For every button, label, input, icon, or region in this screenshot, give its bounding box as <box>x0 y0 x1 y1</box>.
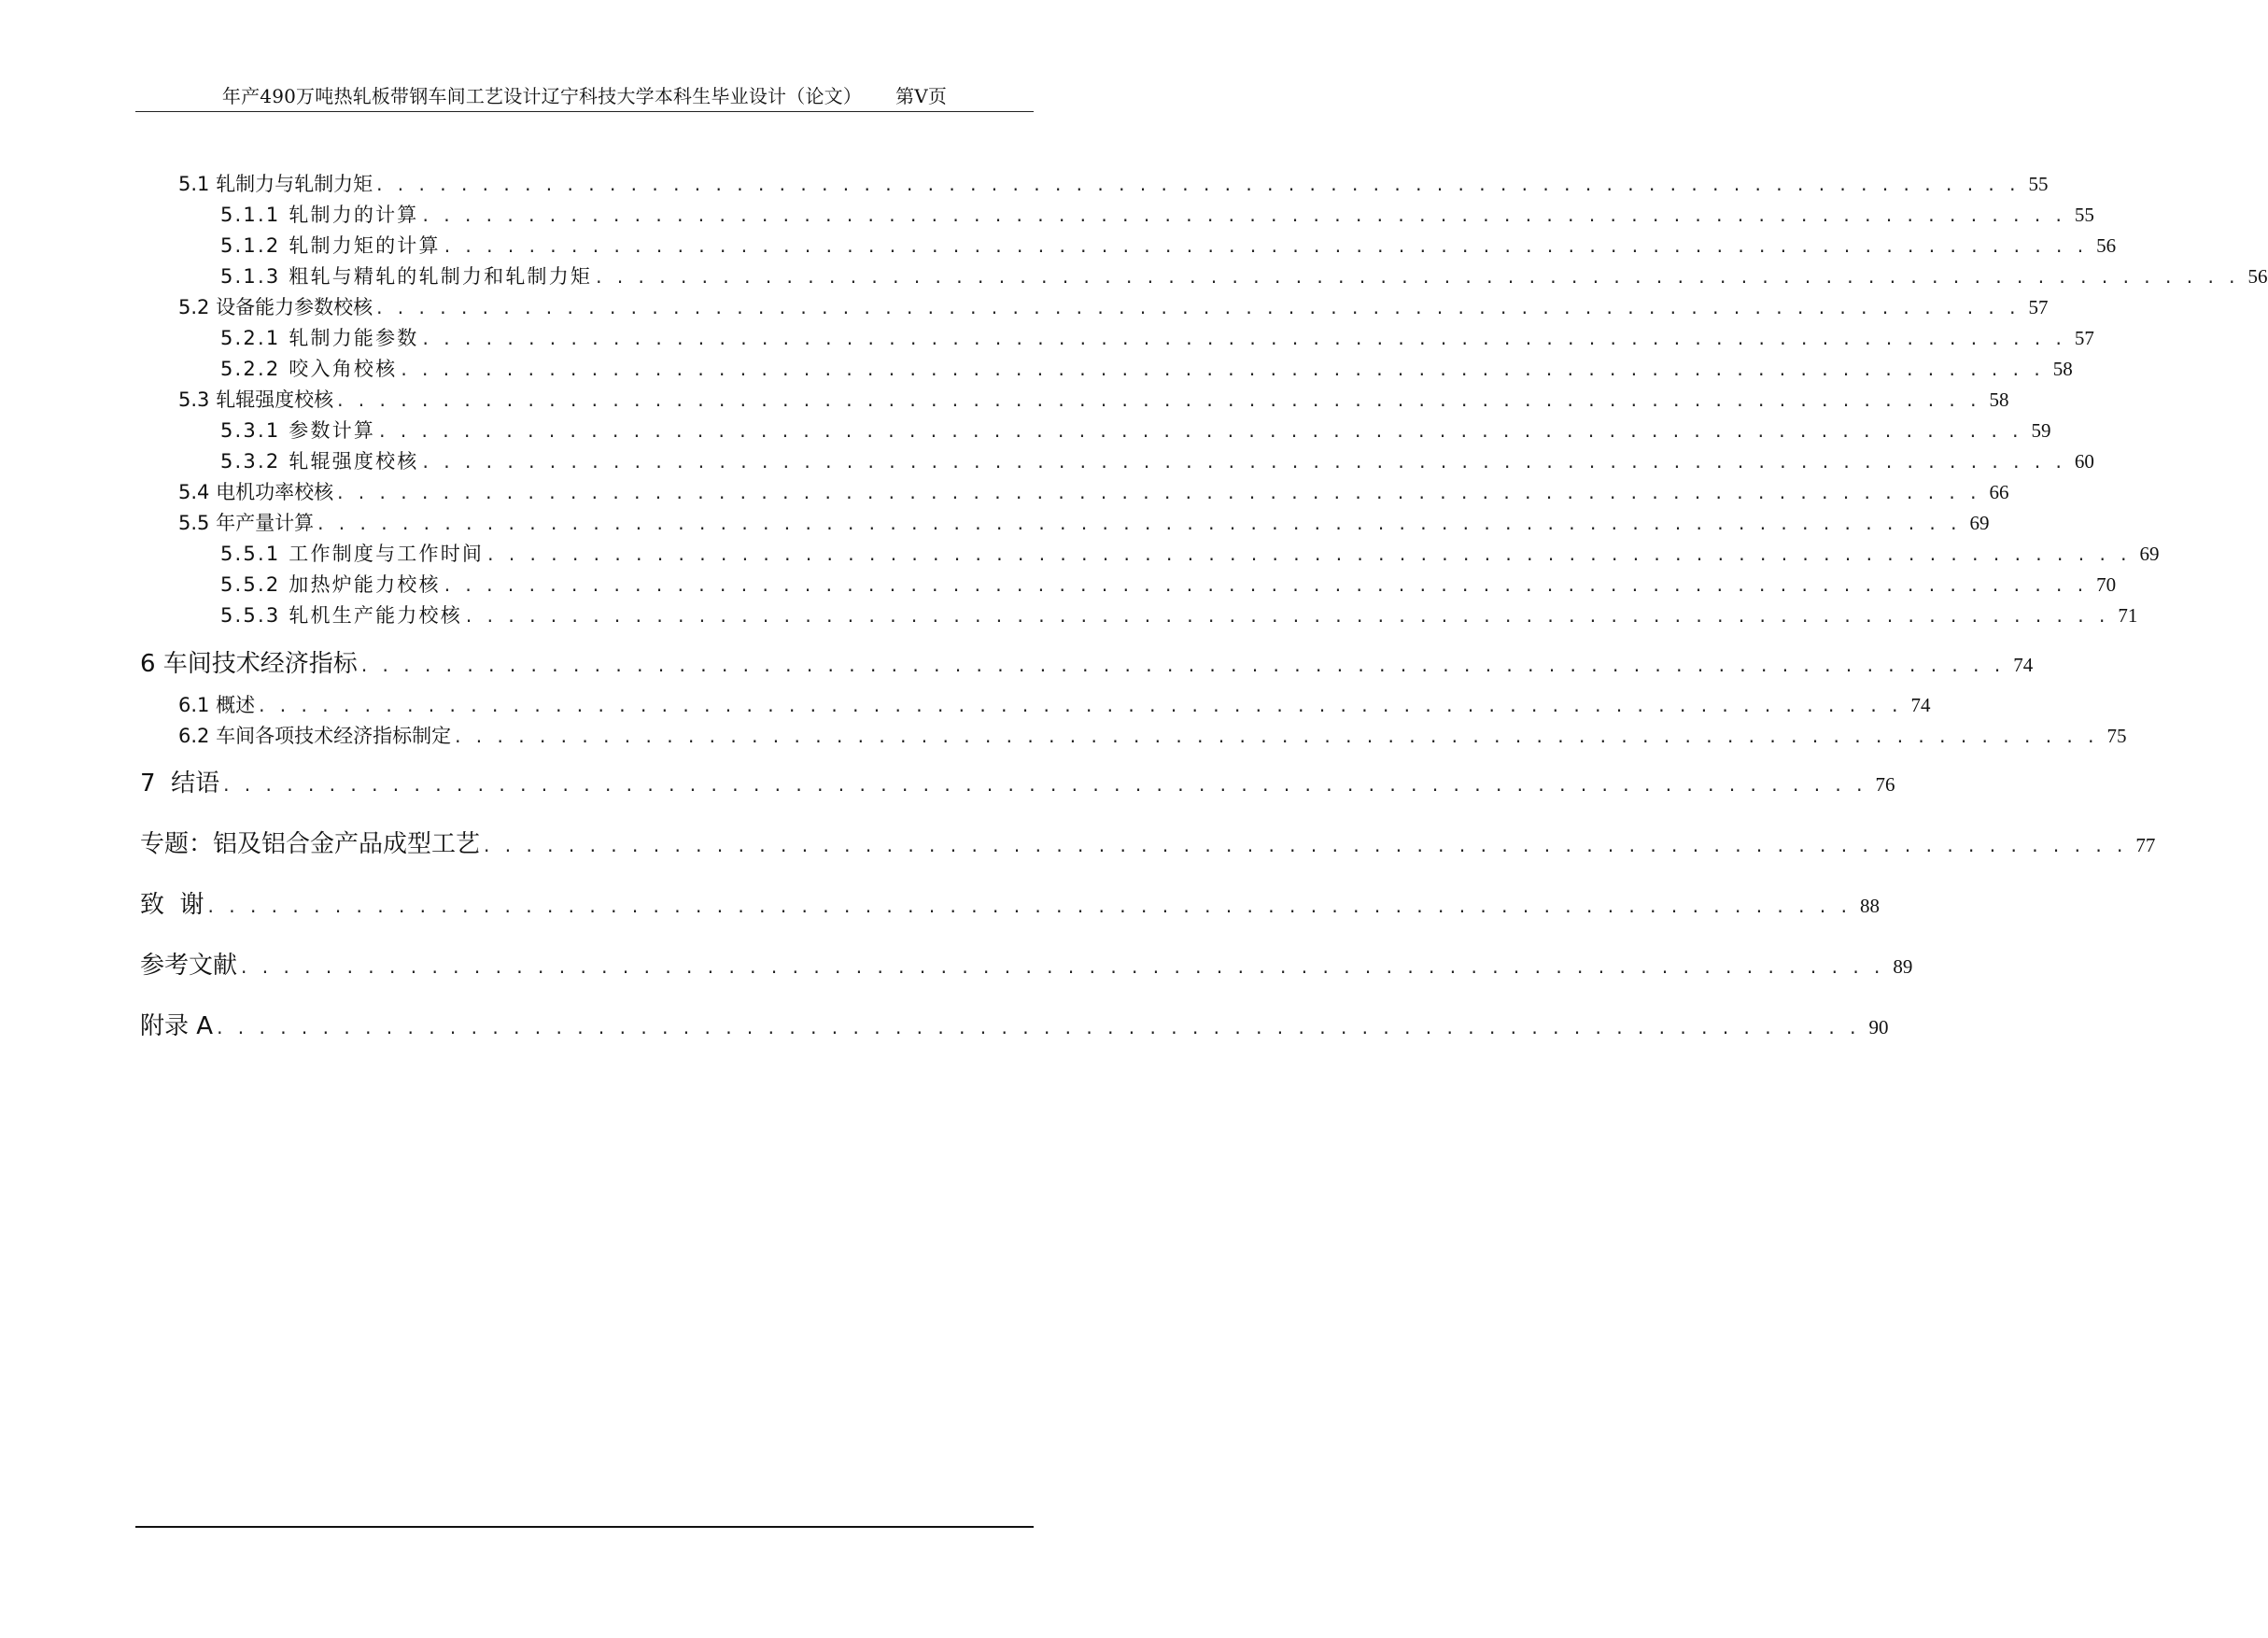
toc-leader-dots: . . . . . . . . . . . . . . . . . . . . . . . . . . . . . . . . . . . . . . . . . . . . . . . . . . . . . . . . . . . . . . . . . . . . . . . . . . . . . . <box>259 694 1903 716</box>
toc-entry[interactable] <box>220 261 2268 289</box>
toc-leader-dots: . . . . . . . . . . . . . . . . . . . . . . . . . . . . . . . . . . . . . . . . . . . . . . . . . . . . . . . . . . . . . . . . . . . . . . . . . . . . . . <box>422 204 2066 226</box>
toc-entry-label: 5.5.1 工作制度与工作时间 <box>220 543 485 565</box>
toc-entry-page: 75 <box>2106 725 2127 747</box>
toc-leader-dots: . . . . . . . . . . . . . . . . . . . . . . . . . . . . . . . . . . . . . . . . . . . . . . . . . . . . . . . . . . . . . . . . . . . . . . . . . . . . . . <box>401 358 2045 380</box>
toc-entry[interactable] <box>140 885 1880 920</box>
toc-entry-label: 5.4 电机功率校核 <box>178 481 334 503</box>
toc-entry[interactable] <box>220 570 2117 598</box>
toc-entry-page: 69 <box>1969 512 1990 534</box>
toc-entry-label: 5.5.3 轧机生产能力校核 <box>220 604 462 627</box>
toc-entry-page: 55 <box>2074 204 2094 226</box>
toc-entry[interactable] <box>178 385 2009 413</box>
toc-entry-label: 附录 A <box>140 1012 214 1040</box>
toc-entry-page: 88 <box>1859 895 1880 917</box>
toc-entry[interactable] <box>220 446 2094 474</box>
toc-entry-page: 74 <box>2013 654 2034 676</box>
toc-leader-dots: . . . . . . . . . . . . . . . . . . . . . . . . . . . . . . . . . . . . . . . . . . . . . . . . . . . . . . . . . . . . . . . . . . . . . . . . . . . . . . <box>241 955 1885 978</box>
toc-entry-label: 5.5 年产量计算 <box>178 512 315 534</box>
toc-leader-dots: . . . . . . . . . . . . . . . . . . . . . . . . . . . . . . . . . . . . . . . . . . . . . . . . . . . . . . . . . . . . . . . . . . . . . . . . . . . . . . <box>360 654 2006 676</box>
toc-leader-dots: . . . . . . . . . . . . . . . . . . . . . . . . . . . . . . . . . . . . . . . . . . . . . . . . . . . . . . . . . . . . . . . . . . . . . . . . . . . . . . <box>379 419 2023 442</box>
toc-entry-page: 58 <box>2052 358 2073 380</box>
toc-entry-label: 5.2 设备能力参数校核 <box>178 296 373 318</box>
toc-entry-label: 6 车间技术经济指标 <box>140 650 358 678</box>
toc-entry[interactable] <box>220 600 2138 628</box>
toc-leader-dots: . . . . . . . . . . . . . . . . . . . . . . . . . . . . . . . . . . . . . . . . . . . . . . . . . . . . . . . . . . . . . . . . . . . . . . . . . . . . . . <box>217 1016 1861 1038</box>
toc-leader-dots: . . . . . . . . . . . . . . . . . . . . . . . . . . . . . . . . . . . . . . . . . . . . . . . . . . . . . . . . . . . . . . . . . . . . . . . . . . . . . . <box>337 481 1981 503</box>
toc-entry[interactable] <box>178 721 2127 749</box>
toc-leader-dots: . . . . . . . . . . . . . . . . . . . . . . . . . . . . . . . . . . . . . . . . . . . . . . . . . . . . . . . . . . . . . . . . . . . . . . . . . . . . . . <box>455 725 2099 747</box>
toc-entry-label: 6.2 车间各项技术经济指标制定 <box>178 725 452 747</box>
toc-entry-page: 58 <box>1989 388 2009 411</box>
toc-leader-dots: . . . . . . . . . . . . . . . . . . . . . . . . . . . . . . . . . . . . . . . . . . . . . . . . . . . . . . . . . . . . . . . . . . . . . . . . . . . . . . <box>317 512 1962 534</box>
toc-entry[interactable] <box>140 644 2034 679</box>
footer-rule <box>135 1526 1034 1528</box>
toc-entry[interactable] <box>220 323 2094 351</box>
toc-entry-page: 60 <box>2074 450 2094 473</box>
toc-entry-label: 5.1.1 轧制力的计算 <box>220 204 419 226</box>
toc-entry[interactable] <box>220 354 2073 382</box>
toc-entry[interactable] <box>140 764 1895 798</box>
toc-entry-page: 77 <box>2135 834 2156 856</box>
toc-leader-dots: . . . . . . . . . . . . . . . . . . . . . . . . . . . . . . . . . . . . . . . . . . . . . . . . . . . . . . . . . . . . . . . . . . . . . . . . . . . . . . <box>422 327 2066 349</box>
toc-entry[interactable] <box>178 477 2009 505</box>
toc-leader-dots: . . . . . . . . . . . . . . . . . . . . . . . . . . . . . . . . . . . . . . . . . . . . . . . . . . . . . . . . . . . . . . . . . . . . . . . . . . . . . . <box>337 388 1981 411</box>
toc-entry[interactable] <box>178 292 2049 320</box>
toc-leader-dots: . . . . . . . . . . . . . . . . . . . . . . . . . . . . . . . . . . . . . . . . . . . . . . . . . . . . . . . . . . . . . . . . . . . . . . . . . . . . . . <box>484 834 2128 856</box>
toc-entry-label: 专题：铝及铝合金产品成型工艺 <box>140 830 481 858</box>
toc-entry-label: 6.1 概述 <box>178 694 256 716</box>
toc-entry-page: 70 <box>2096 573 2117 596</box>
toc-entry[interactable] <box>140 825 2156 859</box>
toc-entry-page: 74 <box>1910 694 1931 716</box>
toc-entry-label: 7 结语 <box>140 770 220 798</box>
toc-leader-dots: . . . . . . . . . . . . . . . . . . . . . . . . . . . . . . . . . . . . . . . . . . . . . . . . . . . . . . . . . . . . . . . . . . . . . . . . . . . . . . <box>487 543 2132 565</box>
toc-entry-page: 90 <box>1868 1016 1889 1038</box>
toc-entry-page: 57 <box>2028 296 2049 318</box>
toc-entry[interactable] <box>140 946 1913 981</box>
toc-entry-page: 57 <box>2074 327 2094 349</box>
toc-entry-label: 5.2.2 咬入角校核 <box>220 358 398 380</box>
header-page-number: 第Ⅴ页 <box>895 85 948 107</box>
toc-entry-label: 致 谢 <box>140 891 204 919</box>
toc-leader-dots: . . . . . . . . . . . . . . . . . . . . . . . . . . . . . . . . . . . . . . . . . . . . . . . . . . . . . . . . . . . . . . . . . . . . . . . . . . . . . . <box>444 573 2089 596</box>
toc-entry-label: 5.5.2 加热炉能力校核 <box>220 573 441 596</box>
toc-entry-page: 69 <box>2139 543 2160 565</box>
header-title: 年产490万吨热轧板带钢车间工艺设计辽宁科技大学本科生毕业设计（论文） <box>221 85 863 107</box>
toc-entry-label: 5.3.2 轧辊强度校核 <box>220 450 419 473</box>
toc-entry-page: 89 <box>1893 955 1913 978</box>
toc-entry-label: 5.1 轧制力与轧制力矩 <box>178 173 373 195</box>
toc-entry-page: 66 <box>1989 481 2009 503</box>
toc-entry-page: 55 <box>2028 173 2049 195</box>
toc-leader-dots: . . . . . . . . . . . . . . . . . . . . . . . . . . . . . . . . . . . . . . . . . . . . . . . . . . . . . . . . . . . . . . . . . . . . . . . . . . . . . . <box>207 895 1852 917</box>
toc-entry-page: 59 <box>2031 419 2051 442</box>
toc-entry-page: 76 <box>1875 773 1895 796</box>
toc-entry[interactable] <box>178 508 1990 536</box>
toc-leader-dots: . . . . . . . . . . . . . . . . . . . . . . . . . . . . . . . . . . . . . . . . . . . . . . . . . . . . . . . . . . . . . . . . . . . . . . . . . . . . . . <box>376 296 2021 318</box>
toc-entry-page: 56 <box>2096 234 2117 257</box>
toc-leader-dots: . . . . . . . . . . . . . . . . . . . . . . . . . . . . . . . . . . . . . . . . . . . . . . . . . . . . . . . . . . . . . . . . . . . . . . . . . . . . . . <box>444 234 2089 257</box>
toc-entry[interactable] <box>220 416 2051 444</box>
toc-entry[interactable] <box>220 231 2117 259</box>
toc-entry-label: 5.2.1 轧制力能参数 <box>220 327 419 349</box>
toc-entry-label: 参考文献 <box>140 952 238 980</box>
toc-entry[interactable] <box>220 539 2160 567</box>
toc-entry[interactable] <box>220 200 2094 228</box>
toc-entry-page: 71 <box>2118 604 2138 627</box>
toc-entry-label: 5.3.1 参数计算 <box>220 419 376 442</box>
toc-entry-label: 5.1.3 粗轧与精轧的轧制力和轧制力矩 <box>220 265 593 288</box>
toc-entry-page: 56 <box>2247 265 2268 288</box>
toc-leader-dots: . . . . . . . . . . . . . . . . . . . . . . . . . . . . . . . . . . . . . . . . . . . . . . . . . . . . . . . . . . . . . . . . . . . . . . . . . . . . . . <box>223 773 1867 796</box>
toc-entry-label: 5.1.2 轧制力矩的计算 <box>220 234 441 257</box>
toc-entry[interactable] <box>178 169 2049 197</box>
toc-leader-dots: . . . . . . . . . . . . . . . . . . . . . . . . . . . . . . . . . . . . . . . . . . . . . . . . . . . . . . . . . . . . . . . . . . . . . . . . . . . . . . <box>465 604 2110 627</box>
toc-leader-dots: . . . . . . . . . . . . . . . . . . . . . . . . . . . . . . . . . . . . . . . . . . . . . . . . . . . . . . . . . . . . . . . . . . . . . . . . . . . . . . <box>422 450 2066 473</box>
toc-entry[interactable] <box>140 1007 1889 1041</box>
toc-leader-dots: . . . . . . . . . . . . . . . . . . . . . . . . . . . . . . . . . . . . . . . . . . . . . . . . . . . . . . . . . . . . . . . . . . . . . . . . . . . . . . <box>376 173 2021 195</box>
toc-leader-dots: . . . . . . . . . . . . . . . . . . . . . . . . . . . . . . . . . . . . . . . . . . . . . . . . . . . . . . . . . . . . . . . . . . . . . . . . . . . . . . <box>596 265 2240 288</box>
toc-entry-label: 5.3 轧辊强度校核 <box>178 388 334 411</box>
toc-entry[interactable] <box>178 690 1931 718</box>
